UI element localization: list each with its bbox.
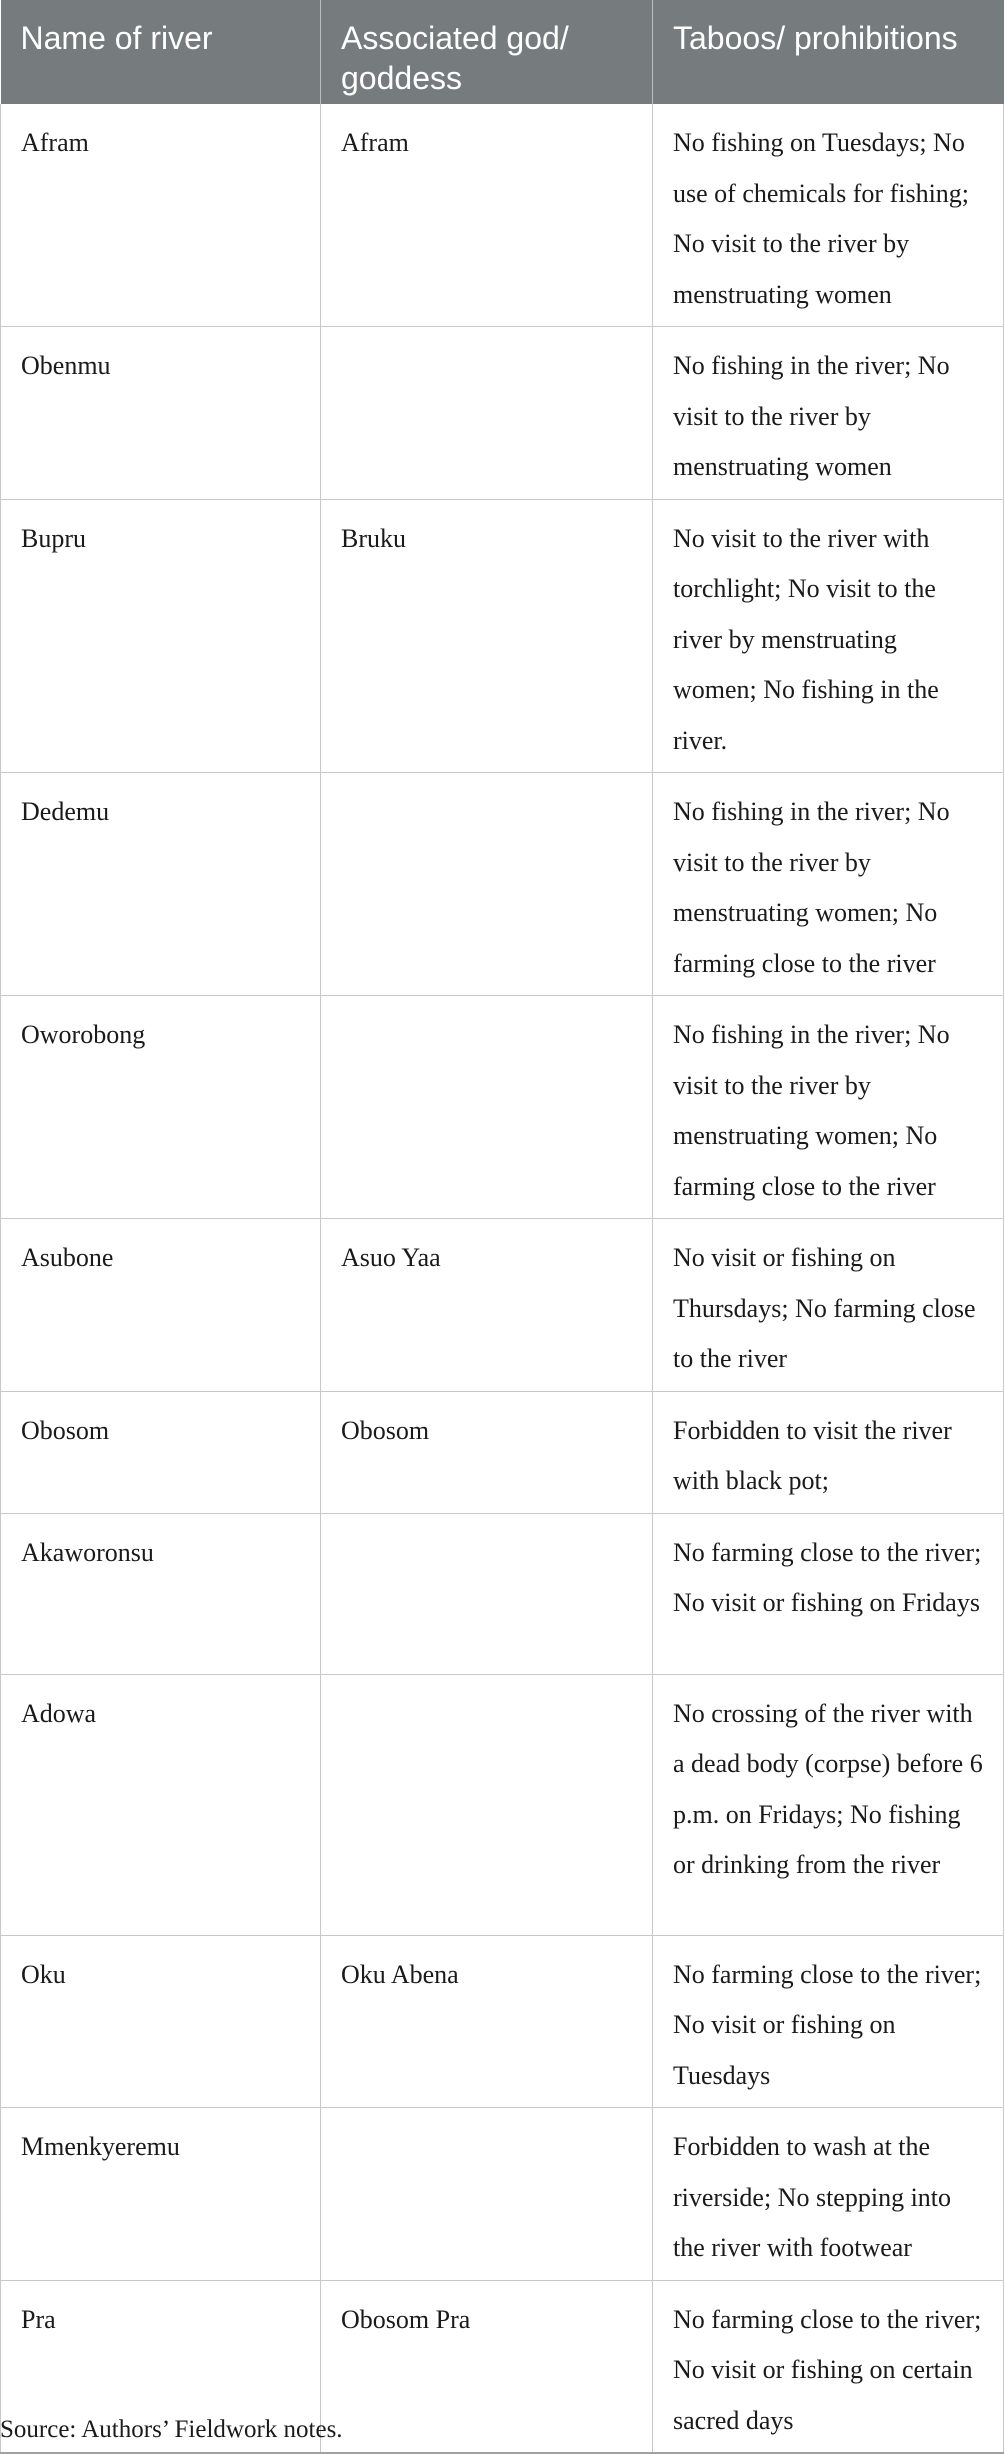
cell-river: Bupru xyxy=(1,499,321,773)
cell-taboos: Forbidden to visit the river with black pot; xyxy=(653,1391,1004,1513)
cell-deity xyxy=(321,1674,653,1935)
cell-river: Mmenkyeremu xyxy=(1,2108,321,2281)
header-river-name: Name of river xyxy=(1,0,321,104)
cell-deity: Obosom Pra xyxy=(321,2280,653,2453)
table-row xyxy=(1,1219,1004,1392)
table-body xyxy=(1,104,1004,2453)
cell-taboos: No fishing in the river; No visit to the river by menstruating women; No farming close to the river xyxy=(653,773,1004,996)
header-row xyxy=(1,0,1004,104)
cell-taboos: No visit to the river with torchlight; No visit to the river by menstruating women; No fishing in the river. xyxy=(653,499,1004,773)
cell-deity: Afram xyxy=(321,104,653,327)
cell-taboos: No farming close to the river; No visit or fishing on Fridays xyxy=(653,1513,1004,1674)
cell-taboos: No fishing in the river; No visit to the river by menstruating women; No farming close to the river xyxy=(653,996,1004,1219)
source-note: Source: Authors’ Fieldwork notes. xyxy=(0,2416,343,2443)
cell-deity xyxy=(321,1513,653,1674)
cell-taboos: Forbidden to wash at the riverside; No stepping into the river with footwear xyxy=(653,2108,1004,2281)
table-row xyxy=(1,1674,1004,1935)
table-header xyxy=(1,0,1004,104)
cell-taboos: No crossing of the river with a dead body (corpse) before 6 p.m. on Fridays; No fishing or drinking from the river xyxy=(653,1674,1004,1935)
cell-river: Adowa xyxy=(1,1674,321,1935)
table-row xyxy=(1,1391,1004,1513)
cell-taboos: No fishing in the river; No visit to the river by menstruating women xyxy=(653,327,1004,500)
table-row xyxy=(1,2108,1004,2281)
cell-river: Akaworonsu xyxy=(1,1513,321,1674)
cell-taboos: No fishing on Tuesdays; No use of chemicals for fishing; No visit to the river by menstruating women xyxy=(653,104,1004,327)
cell-deity: Bruku xyxy=(321,499,653,773)
table-row xyxy=(1,1513,1004,1674)
cell-taboos: No farming close to the river; No visit or fishing on Tuesdays xyxy=(653,1935,1004,2108)
cell-river: Afram xyxy=(1,104,321,327)
table-row xyxy=(1,104,1004,327)
table-row xyxy=(1,996,1004,1219)
cell-deity xyxy=(321,773,653,996)
cell-deity: Asuo Yaa xyxy=(321,1219,653,1392)
cell-deity: Obosom xyxy=(321,1391,653,1513)
table-row xyxy=(1,327,1004,500)
cell-taboos: No visit or fishing on Thursdays; No farming close to the river xyxy=(653,1219,1004,1392)
cell-taboos: No farming close to the river; No visit or fishing on certain sacred days xyxy=(653,2280,1004,2453)
table-row xyxy=(1,499,1004,773)
cell-river: Obenmu xyxy=(1,327,321,500)
header-associated-deity: Associated god/ goddess xyxy=(321,0,653,104)
cell-river: Oworobong xyxy=(1,996,321,1219)
cell-deity xyxy=(321,2108,653,2281)
header-taboos: Taboos/ prohibitions xyxy=(653,0,1004,104)
cell-river: Dedemu xyxy=(1,773,321,996)
cell-river: Obosom xyxy=(1,1391,321,1513)
cell-river: Asubone xyxy=(1,1219,321,1392)
cell-deity xyxy=(321,996,653,1219)
cell-deity: Oku Abena xyxy=(321,1935,653,2108)
cell-river: Pra xyxy=(1,2280,321,2453)
table-row xyxy=(1,773,1004,996)
cell-river: Oku xyxy=(1,1935,321,2108)
table-row xyxy=(1,1935,1004,2108)
cell-deity xyxy=(321,327,653,500)
